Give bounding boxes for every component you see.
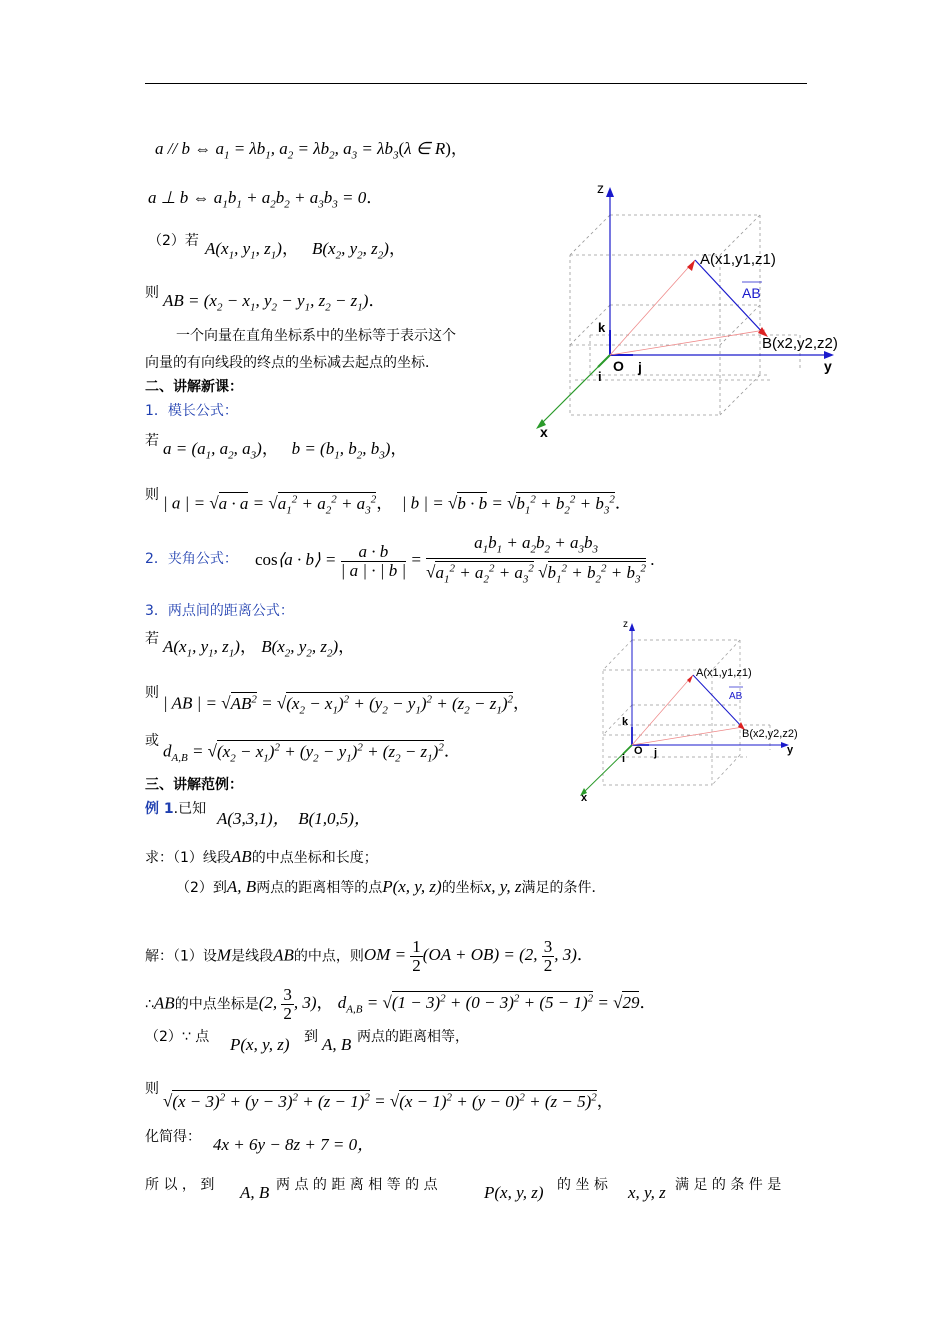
q2-part-b: 两点的距离相等的点 [256, 880, 383, 896]
section-3-heading: 三、讲解范例： [145, 777, 243, 793]
if-label-r3: 若 [145, 631, 159, 647]
sol3-point-p: P(x, y, z) [230, 1035, 290, 1054]
vector-a-def: $a = (a_1$, $a_2$, $a_3$)， $b = (b_1$, $b_2$, $b_3$)， [163, 439, 408, 462]
then-label-2: 则 [145, 487, 159, 503]
fig2-b-label: B(x2,y2,z2) [742, 728, 798, 740]
sol3-points-ab: A, B [322, 1035, 352, 1054]
om-formula: OM = $\frac{1}{2}$ (OA + OB) = (2, $\frac{3}{2}$ , 3)． [363, 937, 594, 975]
fig2-i-label: i [622, 753, 626, 765]
simplified-eq: 4x + 6y − 8z + 7 = 0， [213, 1135, 375, 1154]
question-1-text: 求：（1）线段 [145, 850, 231, 866]
q2-part-a: （2）到 [176, 880, 227, 896]
points-ab: A, B [226, 877, 257, 896]
final-a: 所 以 ， 到 [145, 1177, 215, 1193]
modulus-formula: | a | = $√a \cdot a = √a_1^2 + a_2^2 + a_3^2$， | b | = $√b \cdot b = √b_1^2 + b_2^2 + b_3^2$． [163, 493, 632, 517]
point-b-def: $B(x_2$, $y_2$, $z_2$)， [312, 239, 406, 262]
ab-vector-coords: AB = ($x_2 - x_1$, $y_2 - y_1$, $z_2 - z_1$)． [163, 291, 386, 314]
point-b-example: B(1,0,5)， [298, 809, 371, 828]
point-m: M [216, 945, 232, 965]
xyz-vars: x, y, z [483, 877, 522, 896]
fig1-j-label: j [638, 359, 642, 375]
fig2-j-label: j [654, 747, 658, 759]
perpendicular-condition: a ⊥ b ⇔ $a_1b_1 + a_2b_2 + a_3b_3 = 0$． [148, 188, 384, 211]
fig1-z-label: z [597, 180, 604, 196]
sol3-a: （2）∵ 点 [145, 1029, 210, 1045]
fig2-k-label: k [622, 716, 629, 728]
solution-3 [145, 1026, 209, 1048]
sol2-b: 的中点坐标是 [174, 996, 259, 1013]
or-label: 或 [145, 733, 159, 749]
item-2-heading: 2．夹角公式： [145, 551, 238, 567]
q2-part-c: 的坐标 [441, 880, 484, 896]
then-label-4: 则 [145, 1081, 159, 1097]
fig1-o-label: O [613, 358, 624, 374]
distance-formula: | AB | = $√AB^2 = √(x_2 - x_1)^2 + (y_2 - y_1)^2 + (z_2 - z_1)^2$， [163, 693, 531, 717]
fig1-i-label: i [598, 369, 602, 384]
fig1-k-label: k [598, 320, 606, 335]
if-label-2: （2）若 [148, 233, 199, 249]
sol1-b: 是线段 [231, 948, 274, 965]
final-d: 满 足 的 条 件 是 [675, 1177, 782, 1193]
example-1-intro [145, 798, 206, 820]
note-line-1: 一个向量在直角坐标系中的坐标等于表示这个 [176, 328, 456, 344]
note-line-2: 向量的有向线段的终点的坐标减去起点的坐标． [145, 355, 439, 371]
section-2-heading: 二、讲解新课： [145, 379, 243, 395]
midpoint-value: (2, $\frac{3}{2}$ , 3)， $d_{A,B} = √(1 - 3)^2 + (0 - 3)^2 + (5 - 1)^2 = √29$． [258, 985, 657, 1023]
solution-2 [145, 986, 656, 1023]
final-c: 的 坐 标 [557, 1177, 608, 1193]
q2-part-d: 满足的条件． [521, 880, 606, 896]
item-1-heading: 1．模长公式： [145, 403, 238, 419]
fig1-y-label: y [824, 358, 832, 374]
sol1-a: 解：（1）设 [145, 948, 217, 965]
distance-formula-alt: $d_{A,B} = √(x_2 - x_1)^2 + (y_2 - y_1)^2 + (z_2 - z_1)^2$． [163, 741, 461, 765]
fig2-x-label: x [581, 792, 588, 804]
segment-ab-3: AB [153, 993, 175, 1013]
fig2-y-label: y [787, 744, 794, 756]
fig1-b-label: B(x2,y2,z2) [762, 335, 838, 352]
coordinate-figure-2 [575, 615, 805, 805]
sol3-c: 两点的距离相等， [357, 1029, 469, 1045]
sol3-b: 到 [304, 1029, 318, 1045]
final-xyz: x, y, z [628, 1183, 666, 1202]
points-def-3: $A(x_1$, $y_1$, $z_1$)， $B(x_2$, $y_2$, $z_2$)， [163, 637, 356, 660]
fig1-a-label: A(x1,y1,z1) [700, 251, 776, 268]
parallel-condition: a // b ⇔ $a_1 = \lambda b_1$, $a_2 = \lambda b_2$, $a_3 = \lambda b_3(\lambda$ ∈ R)， [155, 139, 468, 162]
example-1-text: .已知 [173, 801, 207, 817]
header-rule [145, 83, 807, 84]
final-points-ab: A, B [240, 1183, 270, 1202]
then-label-3: 则 [145, 685, 159, 701]
point-a-example: A(3,3,1)， [217, 809, 290, 828]
equal-distance-eq: $√(x - 3)^2 + (y - 3)^2 + (z - 1)^2 = √(x - 1)^2 + (y - 0)^2 + (z - 5)^2$， [163, 1091, 614, 1111]
sol2-a: ∴ [145, 996, 154, 1013]
fig1-ab-label: AB [742, 285, 761, 301]
fig1-x-label: x [540, 424, 548, 440]
coordinate-figure-1 [530, 175, 850, 445]
fig2-a-label: A(x1,y1,z1) [696, 667, 752, 679]
question-2 [176, 876, 605, 899]
point-a-def: $A(x_1$, $y_1$, $z_1$)， [205, 239, 299, 262]
simplify-label: 化简得： [145, 1129, 201, 1145]
question-1-tail: 的中点坐标和长度； [251, 850, 378, 866]
question-1 [145, 846, 378, 869]
final-point-p: P(x, y, z) [484, 1183, 544, 1202]
final-b: 两 点 的 距 离 相 等 的 点 [276, 1177, 438, 1193]
fig2-o-label: O [634, 745, 643, 757]
sol1-c: 的中点，则 [293, 948, 364, 965]
item-3-heading: 3．两点间的距离公式： [145, 603, 294, 619]
segment-ab-2: AB [273, 945, 294, 965]
then-label-1: 则 [145, 285, 159, 301]
point-p: P(x, y, z) [382, 877, 442, 896]
angle-formula: cos⟨a · b⟩ = $\frac{a \cdot b}{| a | \cdot | b |}$ = $\frac{a_1b_1 + a_2b_2 + a_3b_3}{√a_1^2 + a_2^2 + a_3^2 √b_1^2 + b_2^2 + b_3^2}$ . [255, 533, 655, 586]
solution-1 [145, 938, 594, 975]
example-points [217, 808, 371, 830]
segment-ab: AB [230, 847, 252, 866]
fig2-z-label: z [623, 619, 628, 630]
if-label-r: 若 [145, 433, 159, 449]
fig2-ab-label: AB [729, 691, 743, 702]
example-1-label: 例 1 [145, 801, 174, 817]
